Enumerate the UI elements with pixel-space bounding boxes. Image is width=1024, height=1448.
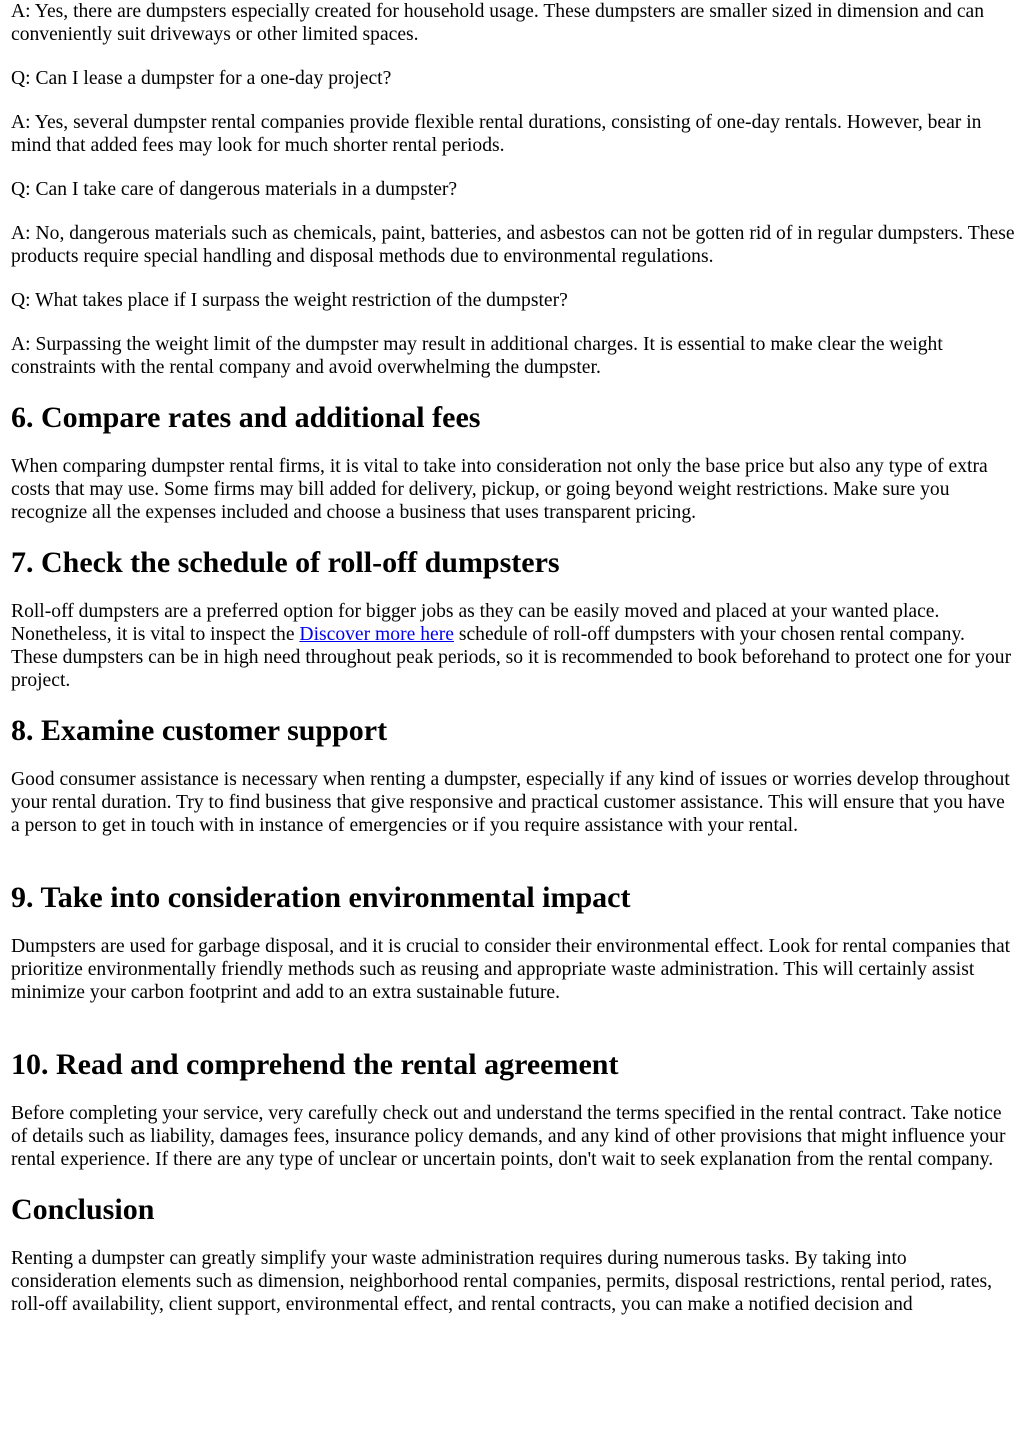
faq-answer-dangerous: A: No, dangerous materials such as chemicals, paint, batteries, and asbestos can not be gotten rid of in regular dumpsters. These products require special handling and disposal methods due to environmental regulations.	[11, 223, 1015, 267]
faq-answer-one-day: A: Yes, several dumpster rental companies provide flexible rental durations, consisting of one-day rentals. However, bear in mind that added fees may look for much shorter rental periods.	[11, 112, 982, 156]
section-body-customer-support: Good consumer assistance is necessary when renting a dumpster, especially if any kind of issues or worries develop throughout your rental duration. Try to find business that give responsive and practical customer assistance. This will ensure that you have a person to get in touch with in instance of emergencies or if you require assistance with your rental.	[11, 769, 1010, 836]
section-body-roll-off-part1: Roll-off dumpsters are a preferred option for bigger jobs as they can be easily moved and placed at your wanted place. Nonetheless, it is vital to inspect the	[11, 601, 940, 645]
faq-question-dangerous: Q: Can I take care of dangerous materials in a dumpster?	[11, 179, 458, 200]
discover-more-link[interactable]: Discover more here	[299, 624, 454, 645]
section-body-conclusion: Renting a dumpster can greatly simplify your waste administration requires during numerous tasks. By taking into consideration elements such as dimension, neighborhood rental companies, permits, disposal restrictions, rental period, rates, roll-off availability, client support, environmental effect, and rental contracts, you can make a notified decision and	[11, 1248, 993, 1315]
section-body-environmental-impact: Dumpsters are used for garbage disposal, and it is crucial to consider their environmental effect. Look for rental companies that prioritize environmentally friendly methods such as reusing and appropriate waste administration. This will certainly assist minimize your carbon footprint and add to an extra sustainable future.	[11, 936, 1011, 1003]
faq-question-one-day: Q: Can I lease a dumpster for a one-day project?	[11, 68, 392, 89]
article-content	[11, 0, 1015, 1316]
section-heading-rental-agreement: 10. Read and comprehend the rental agreement	[11, 1048, 619, 1081]
section-heading-compare-rates: 6. Compare rates and additional fees	[11, 401, 481, 434]
section-body-roll-off-part2: schedule of roll-off dumpsters with your chosen rental company. These dumpsters can be in high need throughout peak periods, so it is recommended to book beforehand to protect one for your project.	[11, 624, 1012, 691]
section-heading-customer-support: 8. Examine customer support	[11, 714, 388, 747]
section-body-roll-off	[11, 600, 1015, 692]
faq-answer-household: A: Yes, there are dumpsters especially created for household usage. These dumpsters are smaller sized in dimension and can conveniently suit driveways or other limited spaces.	[11, 1, 985, 45]
faq-question-weight: Q: What takes place if I surpass the weight restriction of the dumpster?	[11, 290, 568, 311]
section-heading-conclusion: Conclusion	[11, 1193, 155, 1226]
faq-answer-weight: A: Surpassing the weight limit of the dumpster may result in additional charges. It is essential to make clear the weight constraints with the rental company and avoid overwhelming the dumpster.	[11, 334, 943, 378]
section-body-rental-agreement: Before completing your service, very carefully check out and understand the terms specified in the rental contract. Take notice of details such as liability, damages fees, insurance policy demands, and any kind of other provisions that might influence your rental experience. If there are any type of unclear or uncertain points, don't wait to seek explanation from the rental company.	[11, 1103, 1006, 1170]
section-body-compare-rates: When comparing dumpster rental firms, it is vital to take into consideration not only the base price but also any type of extra costs that may use. Some firms may bill added for delivery, pickup, or going beyond weight restrictions. Make sure you recognize all the expenses included and choose a business that uses transparent pricing.	[11, 456, 988, 523]
section-heading-roll-off: 7. Check the schedule of roll-off dumpsters	[11, 546, 560, 579]
section-heading-environmental-impact: 9. Take into consideration environmental impact	[11, 881, 631, 914]
